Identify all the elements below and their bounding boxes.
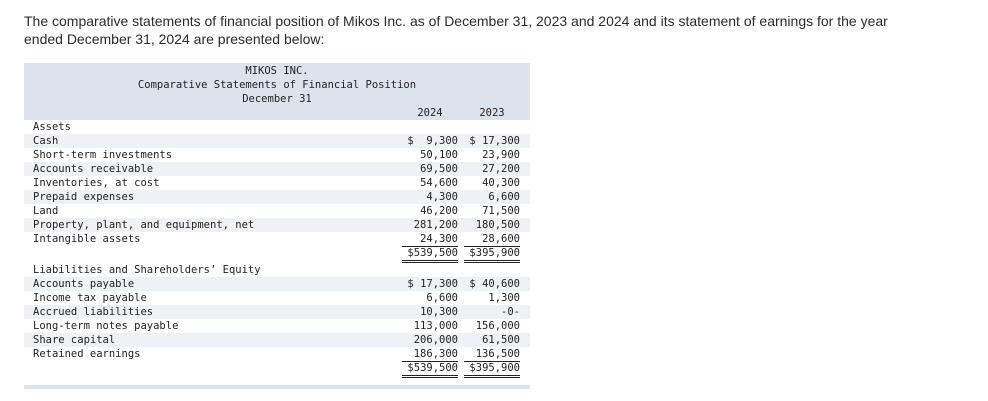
assets-total-2023: $395,900 bbox=[464, 246, 520, 263]
asset-value-2023: 180,500 bbox=[475, 219, 520, 231]
liability-value-2023: 136,500 bbox=[464, 347, 520, 362]
liability-value-2024: 186,300 bbox=[402, 347, 458, 362]
asset-row bbox=[24, 190, 530, 204]
asset-value-2023: 27,200 bbox=[482, 163, 520, 175]
liability-row bbox=[24, 291, 530, 305]
asset-value-2024: 69,500 bbox=[420, 163, 458, 175]
liability-value-2024: 113,000 bbox=[413, 320, 458, 332]
liability-row bbox=[24, 305, 530, 319]
asset-value-2024: 4,300 bbox=[426, 191, 458, 203]
asset-label: Accounts receivable bbox=[33, 163, 154, 175]
financial-position-statement bbox=[24, 63, 530, 390]
column-header-2024: 2024 bbox=[417, 107, 443, 119]
assets-heading-row bbox=[24, 120, 530, 134]
liability-value-2024: 10,300 bbox=[420, 306, 458, 318]
liabilities-total-row bbox=[24, 361, 530, 375]
asset-row bbox=[24, 148, 530, 162]
liability-value-2024: 206,000 bbox=[413, 334, 458, 346]
liability-label: Long-term notes payable bbox=[33, 320, 179, 332]
asset-value-2024: 50,100 bbox=[420, 149, 458, 161]
asset-value-2023: 71,500 bbox=[482, 205, 520, 217]
asset-value-2023: 23,900 bbox=[482, 149, 520, 161]
asset-label: Inventories, at cost bbox=[33, 177, 160, 189]
asset-row bbox=[24, 176, 530, 190]
liability-row bbox=[24, 333, 530, 347]
asset-value-2024: $ 9,300 bbox=[407, 135, 458, 147]
statement-title: Comparative Statements of Financial Position bbox=[137, 79, 417, 91]
asset-label: Property, plant, and equipment, net bbox=[33, 219, 255, 231]
liabilities-total-2024: $539,500 bbox=[402, 361, 458, 378]
liability-label: Income tax payable bbox=[33, 292, 147, 304]
liability-label: Retained earnings bbox=[33, 348, 141, 360]
liability-value-2023: $ 40,600 bbox=[469, 278, 520, 290]
liability-row bbox=[24, 319, 530, 333]
asset-value-2024: 46,200 bbox=[420, 205, 458, 217]
liability-row bbox=[24, 277, 530, 291]
asset-value-2024: 24,300 bbox=[402, 232, 458, 247]
company-name: MIKOS INC. bbox=[245, 65, 309, 77]
assets-total-2024: $539,500 bbox=[402, 246, 458, 263]
asset-value-2023: 28,600 bbox=[464, 232, 520, 247]
assets-total-row bbox=[24, 246, 530, 260]
asset-row bbox=[24, 162, 530, 176]
asset-value-2024: 281,200 bbox=[413, 219, 458, 231]
liability-value-2023: 61,500 bbox=[482, 334, 520, 346]
asset-row bbox=[24, 218, 530, 232]
statement-date: December 31 bbox=[242, 93, 312, 105]
intro-paragraph: The comparative statements of financial position of Mikos Inc. as of December 31, 2023 and 2024 and its statement of earnings for the year ended December 31, 2024 are presented below: bbox=[24, 13, 888, 47]
asset-label: Cash bbox=[33, 135, 59, 147]
asset-row bbox=[24, 232, 530, 246]
liabilities-total-2023: $395,900 bbox=[464, 361, 520, 378]
asset-label: Land bbox=[33, 205, 59, 217]
liability-value-2023: 1,300 bbox=[488, 292, 520, 304]
liability-value-2023: 156,000 bbox=[475, 320, 520, 332]
asset-row bbox=[24, 134, 530, 148]
liabilities-heading-row bbox=[24, 263, 530, 277]
asset-value-2023: 40,300 bbox=[482, 177, 520, 189]
asset-label: Prepaid expenses bbox=[33, 191, 135, 203]
column-header-2023: 2023 bbox=[479, 107, 505, 119]
statement-header bbox=[24, 63, 530, 120]
asset-label: Short-term investments bbox=[33, 149, 173, 161]
asset-row bbox=[24, 204, 530, 218]
asset-value-2023: 6,600 bbox=[488, 191, 520, 203]
liabilities-heading: Liabilities and Shareholders’ Equity bbox=[33, 264, 261, 276]
asset-value-2024: 54,600 bbox=[420, 177, 458, 189]
assets-heading: Assets bbox=[33, 121, 71, 133]
liability-row bbox=[24, 347, 530, 361]
asset-label: Intangible assets bbox=[33, 233, 141, 245]
liability-label: Share capital bbox=[33, 334, 116, 346]
liability-value-2024: $ 17,300 bbox=[407, 278, 458, 290]
liability-label: Accrued liabilities bbox=[33, 306, 154, 318]
statement-footer-bar bbox=[24, 385, 530, 389]
liability-value-2023: -0- bbox=[501, 306, 520, 318]
asset-value-2023: $ 17,300 bbox=[469, 135, 520, 147]
liability-label: Accounts payable bbox=[33, 278, 135, 290]
liability-value-2024: 6,600 bbox=[426, 292, 458, 304]
